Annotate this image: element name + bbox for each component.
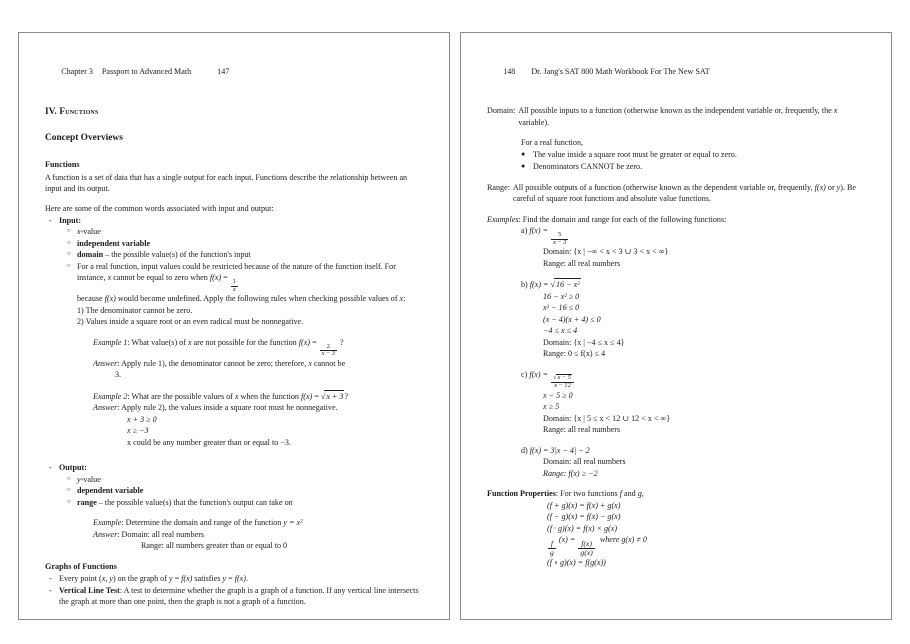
- dash-marker: -: [49, 585, 52, 595]
- functions-heading: Functions: [45, 159, 80, 169]
- example-a-domain: Domain: {x | −∞ < x < 3 ∪ 3 < x < ∞}: [543, 247, 669, 257]
- quotient-rhs-fraction: $\frac{f(x)}{g(x)}$: [580, 538, 593, 557]
- property-product: (f · g)(x) = f(x) × g(x): [547, 523, 618, 533]
- list-item: [521, 161, 865, 173]
- list-item: ○ x-value: [67, 227, 101, 237]
- example-2-step-2: x ≥ −3: [127, 426, 149, 436]
- example-c-step-2: x ≥ 5: [543, 402, 560, 412]
- real-function-text-2: cannot be equal to zero when: [111, 273, 210, 283]
- list-item: [521, 149, 865, 161]
- example-a-range: Range: all real numbers: [543, 258, 621, 268]
- item-letter-b: b): [521, 280, 528, 290]
- section-title: [45, 105, 423, 118]
- output-section: [49, 462, 423, 473]
- list-item: [67, 249, 423, 260]
- circle-marker: ○: [67, 228, 71, 235]
- input-item-domain: domain: [77, 250, 104, 260]
- property-quotient: $\frac{f}{g}$ (x) = $\frac{f(x)}{g(x)}$ where g(x) ≠ 0: [550, 534, 647, 557]
- section-title-text: Functions: [59, 106, 99, 117]
- function-properties-line: Function Properties: For two functions f and g,: [487, 489, 644, 499]
- example-1-answer-value: 3.: [115, 370, 122, 380]
- example-b-step-2: x² − 16 ≤ 0: [543, 303, 580, 313]
- output-items-list: [67, 474, 423, 508]
- example-2-step-3: x could be any number greater than or equal to −3.: [127, 437, 291, 447]
- example-c-function: c) f(x) = $\frac{√x - 5}{x - 12}$: [521, 369, 865, 390]
- example-b-step-1: 16 − x² ≥ 0: [543, 291, 580, 301]
- page-number-147: 147: [217, 67, 230, 77]
- example-2-answer: Answer: Apply rule 2), the values inside a square root must be nonnegative.: [93, 403, 338, 413]
- item-letter-d: d): [521, 445, 528, 455]
- input-items-list: [67, 226, 423, 327]
- circle-marker: ○: [67, 498, 71, 505]
- examples-intro-line: Examples: Find the domain and range for each of the following functions:: [487, 214, 727, 224]
- output-item-range: range: [77, 497, 97, 507]
- input-label: Input:: [59, 215, 82, 225]
- example-d-domain: Domain: all real numbers: [543, 457, 626, 467]
- vertical-line-test-label: Vertical Line Test: [59, 585, 120, 595]
- example-b-step-3: (x − 4)(x + 4) ≤ 0: [543, 314, 601, 324]
- dash-marker: -: [49, 463, 52, 473]
- example-item-a: [521, 225, 865, 269]
- example-1-question: Example 1: What value(s) of x are not possible for the function f(x) = $\frac{2}{x - 3}$ ?: [93, 337, 344, 358]
- domain-description: – the possible value(s) of the function's input: [103, 250, 251, 260]
- circle-marker: ○: [67, 262, 71, 269]
- output-item-dependent-variable: dependent variable: [77, 486, 144, 496]
- page-number-148: 148: [503, 67, 516, 77]
- square-root-x-plus-3: √x + 3: [320, 391, 344, 401]
- real-function-text-1: For a real function, input values could be restricted because of the nature of the function itself. For instance,: [77, 261, 396, 283]
- example-3-label: Example: [93, 518, 122, 528]
- example-2-block: [93, 390, 423, 448]
- example-item-c: [521, 369, 865, 436]
- circle-marker: ○: [67, 475, 71, 482]
- subsection-title: Concept Overviews: [45, 132, 123, 143]
- list-item: [67, 485, 423, 496]
- function-properties-label: Function Properties: [487, 489, 556, 499]
- input-item-xvalue: -value: [80, 227, 101, 237]
- example-3-answer-range: Range: all numbers greater than or equal to 0: [141, 541, 288, 551]
- example-b-function: b) f(x) = √16 − x²: [521, 280, 580, 290]
- circle-marker: ○: [67, 487, 71, 494]
- domain-block: Domain: All possible inputs to a function (otherwise known as the independent variable or, frequently, the x variable).: [487, 106, 838, 127]
- list-item: ○ For a real function, input values could be restricted because of the nature of the function itself. For instance, x cannot be equal to zero when f(x) = $\frac{1}{x}$ because f(x) would become undefined. Apply the following rules when checking possible values of x: 1) The denominator cannot be zero. 2) Values inside a square root or an even radical must be nonnegative.: [67, 261, 423, 328]
- answer-label: Answer: [93, 403, 118, 413]
- fraction-c: $\frac{√x - 5}{x - 12}$: [551, 374, 574, 389]
- item-letter-a: a): [521, 226, 528, 236]
- example-c-step-1: x − 5 ≥ 0: [543, 390, 573, 400]
- example-c-range: Range: all real numbers: [543, 425, 621, 435]
- rule-2: 2) Values inside a square root or an even radical must be nonnegative.: [77, 317, 304, 327]
- example-3-exponent: 2: [300, 518, 303, 525]
- example-1-block: [93, 337, 423, 381]
- example-3-block: [93, 517, 423, 551]
- list-item: [67, 497, 423, 508]
- property-sum: (f + g)(x) = f(x) + g(x): [547, 500, 621, 510]
- example-1-label: Example 1: [93, 337, 128, 347]
- intro-line: Here are some of the common words associated with input and output:: [45, 204, 274, 214]
- output-item-yvalue: -value: [80, 474, 101, 484]
- examples-label: Examples: [487, 214, 519, 224]
- example-d-function: d) f(x) = 3|x − 4| − 2: [521, 445, 590, 455]
- running-head-chapter-title: Passport to Advanced Math: [101, 67, 192, 77]
- example-2-question: Example 2: What are the possible values of x when the function f(x) = √x + 3?: [93, 391, 349, 401]
- vertical-line-test-text: : A test to determine whether the graph is a graph of a function. If any vertical line intersects the graph at more than one point, then the graph is not a graph of a function.: [59, 585, 419, 607]
- dash-marker: -: [49, 215, 52, 225]
- bullet-marker: ●: [521, 161, 526, 170]
- answer-label: Answer: [93, 529, 118, 539]
- real-function-bullets: [521, 149, 865, 173]
- square-root-b: √16 − x²: [550, 280, 580, 290]
- list-item: [67, 238, 423, 249]
- bullet-marker: ●: [521, 149, 526, 158]
- bullet-denominators: Denominators CANNOT be zero.: [533, 161, 643, 171]
- example-1-fraction: $\frac{2}{x - 3}$: [321, 342, 335, 358]
- input-section: [49, 215, 423, 226]
- graphs-item-1: - Every point (x, y) on the graph of y = f(x) satisfies y = f(x).: [49, 574, 248, 584]
- property-composition: (f ∘ g)(x) = f(g(x)): [547, 557, 606, 567]
- domain-label: Domain:: [487, 106, 516, 116]
- item-letter-c: c): [521, 369, 528, 379]
- example-b-step-4: −4 ≤ x ≤ 4: [543, 326, 578, 336]
- example-item-d: [521, 445, 865, 479]
- running-head-chapter: Chapter 3: [61, 67, 93, 77]
- example-1-answer: Answer: Apply rule 1), the denominator cannot be zero; therefore, x cannot be: [93, 358, 346, 368]
- running-head-left: [45, 55, 423, 89]
- input-item-independent-variable: independent variable: [77, 238, 151, 248]
- section-number: IV.: [45, 106, 57, 117]
- bullet-square-root: The value inside a square root must be greater or equal to zero.: [533, 149, 737, 159]
- range-description: – the possible value(s) that the function's output can take on: [96, 497, 293, 507]
- real-function-text-4: would become undefined. Apply the following rules when checking possible values of: [115, 294, 400, 304]
- example-item-b: [521, 278, 865, 359]
- property-difference: (f − g)(x) = f(x) − g(x): [547, 512, 621, 522]
- circle-marker: ○: [67, 251, 71, 258]
- output-label: Output:: [59, 463, 87, 473]
- example-d-range: Range: f(x) ≥ −2: [543, 468, 598, 478]
- square-root-c: √x − 5: [553, 374, 571, 382]
- example-3-function: y = x: [283, 518, 301, 528]
- running-head-right: [487, 55, 865, 89]
- quotient-lhs-fraction: $\frac{f}{g}$: [550, 538, 554, 557]
- list-item: ○ y-value: [67, 474, 101, 484]
- circle-marker: ○: [67, 239, 71, 246]
- example-2-step-1: x + 3 ≥ 0: [127, 414, 157, 424]
- answer-label: Answer: [93, 358, 118, 368]
- graphs-item-2: [49, 585, 423, 608]
- range-label: Range:: [487, 182, 510, 192]
- reciprocal-fraction: $\frac{1}{x}$: [232, 278, 236, 293]
- functions-paragraph: A function is a set of data that has a single output for each input. Functions describe the relationship between an input and its output.: [45, 172, 408, 193]
- page-148: [460, 32, 892, 620]
- fraction-a: $\frac{5}{x - 3}$: [553, 230, 567, 246]
- example-2-label: Example 2: [93, 391, 128, 401]
- example-b-range: Range: 0 ≤ f(x) ≤ 4: [543, 349, 606, 359]
- real-function-intro: For a real function,: [521, 138, 584, 148]
- example-b-domain: Domain: {x | −4 ≤ x ≤ 4}: [543, 337, 625, 347]
- graphs-heading: Graphs of Functions: [45, 561, 117, 571]
- dash-marker: -: [49, 574, 52, 584]
- example-c-domain: Domain: {x | 5 ≤ x < 12 ∪ 12 < x < ∞}: [543, 413, 671, 423]
- page-147: [18, 32, 450, 620]
- example-3-question: Example: Determine the domain and range of the function $y = x^2$: [93, 518, 303, 528]
- book-title: Dr. Jang's SAT 800 Math Workbook For The New SAT: [531, 67, 710, 77]
- example-3-answer: Answer: Domain: all real numbers: [93, 529, 205, 539]
- real-function-text-3: because: [77, 294, 105, 304]
- rule-1: 1) The denominator cannot be zero.: [77, 305, 193, 315]
- quotient-condition: where g(x) ≠ 0: [599, 534, 647, 544]
- range-block: Range: All possible outputs of a function (otherwise known as the dependent variable or, frequently, f(x) or y). Be careful of square root functions and absolute value functions.: [487, 182, 856, 204]
- example-a-function: a) f(x) = $\frac{5}{x - 3}$: [521, 226, 567, 246]
